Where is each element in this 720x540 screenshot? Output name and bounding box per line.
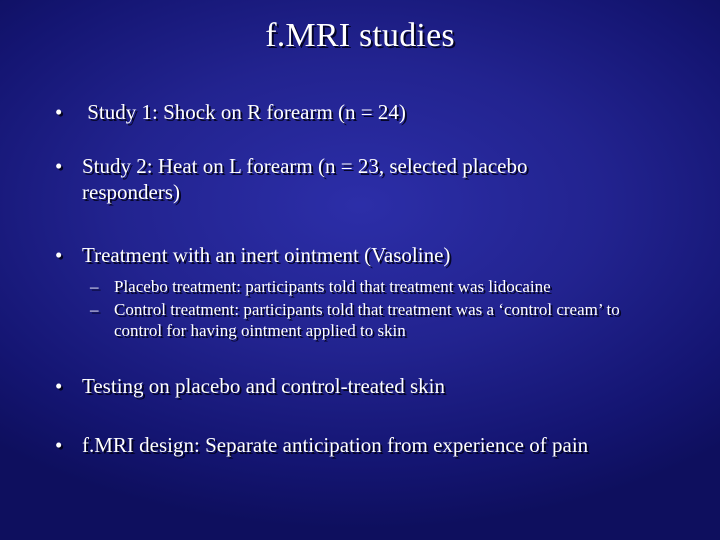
bullet-item	[55, 242, 675, 268]
bullet-item	[55, 432, 695, 458]
bullet-item	[55, 99, 675, 125]
bullet-glyph: •	[55, 100, 63, 124]
bullet-item	[55, 373, 675, 399]
slide-title: f.MRI studies	[265, 17, 455, 54]
sub-bullet-item	[90, 276, 670, 297]
bullet-text: Study 1: Shock on R forearm (n = 24)	[82, 100, 406, 124]
dash-glyph: –	[90, 277, 99, 296]
bullet-text: Study 2: Heat on L forearm (n = 23, selected placebo responders)	[82, 154, 528, 204]
sub-bullet-text: Control treatment: participants told that treatment was a ‘control cream’ to control for having ointment applied to skin	[114, 300, 620, 340]
bullet-item	[55, 153, 625, 205]
dash-glyph: –	[90, 300, 99, 319]
bullet-glyph: •	[55, 154, 63, 178]
bullet-text: Testing on placebo and control-treated skin	[82, 374, 445, 398]
bullet-text: Treatment with an inert ointment (Vasoline)	[82, 243, 451, 267]
bullet-text: f.MRI design: Separate anticipation from experience of pain	[82, 433, 589, 457]
bullet-glyph: •	[55, 433, 63, 457]
bullet-glyph: •	[55, 374, 63, 398]
sub-bullet-text: Placebo treatment: participants told that treatment was lidocaine	[114, 277, 551, 296]
bullet-glyph: •	[55, 243, 63, 267]
sub-bullet-item	[90, 299, 650, 341]
